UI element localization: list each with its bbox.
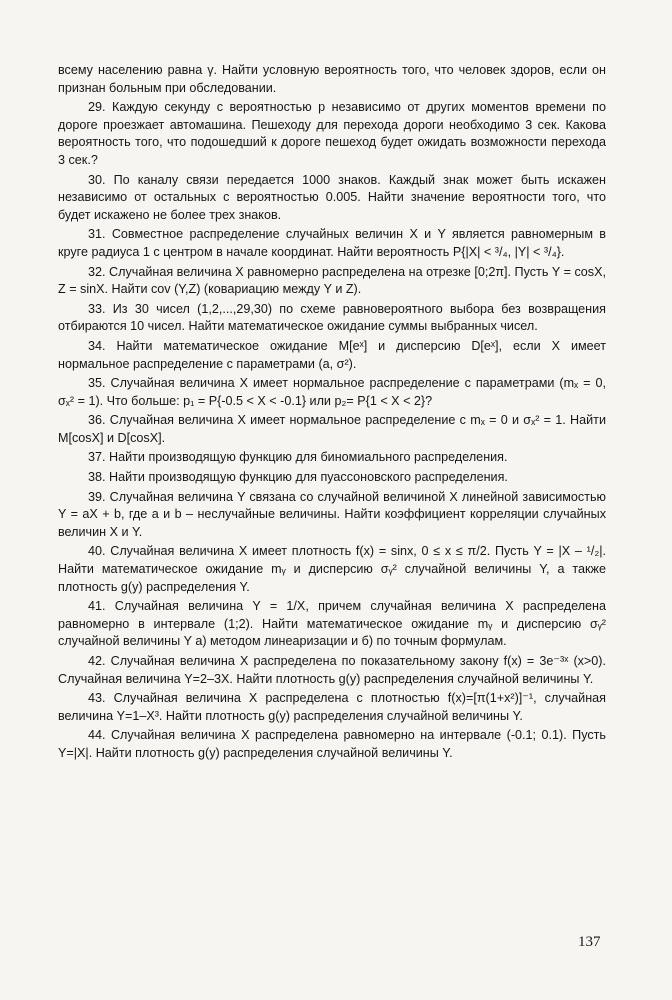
problem-30: 30. По каналу связи передается 1000 знаков. Каждый знак может быть искажен независимо от остальных с вероятностью 0.005. Найти значение вероятности того, что будет искажено не более трех знаков. [58,172,606,222]
problem-40: 40. Случайная величина X имеет плотность f(x) = sinx, 0 ≤ x ≤ π/2. Пусть Y = |X – ¹/₂|. Найти математическое ожидание mᵧ и дисперсию σᵧ² случайной величины Y, а также плотность g(y) распределения Y. [58,544,606,594]
paragraph-continuation: всему населению равна γ. Найти условную вероятность того, что человек здоров, если он признан больным при обследовании. [58,63,606,95]
problem-31: 31. Совместное распределение случайных величин X и Y является равномерным в круге радиуса 1 с центром в начале координат. Найти вероятность P{|X| < ³/₄, |Y| < ³/₄}. [58,227,606,259]
problem-36: 36. Случайная величина X имеет нормальное распределение с mₓ = 0 и σₓ² = 1. Найти M[cosX] и D[cosX]. [58,413,606,445]
problem-list [58,62,606,765]
problem-43: 43. Случайная величина X распределена с плотностью f(x)=[π(1+x²)]⁻¹, случайная величина Y=1–X³. Найти плотность g(y) распределения случайной величины Y. [58,691,606,723]
problem-29: 29. Каждую секунду с вероятностью p независимо от других моментов времени по дороге проезжает автомашина. Пешеходу для перехода дороги необходимо 3 сек. Какова вероятность того, что подошедший к дороге пешеход будет ожидать возможности перехода 3 сек.? [58,100,606,167]
page-number: 137 [578,934,601,950]
problem-39: 39. Случайная величина Y связана со случайной величиной X линейной зависимостью Y = aX + b, где a и b – неслучайные величины. Найти коэффициент корреляции случайных величин X и Y. [58,489,606,539]
problem-32: 32. Случайная величина X равномерно распределена на отрезке [0;2π]. Пусть Y = cosX, Z = sinX. Найти cov (Y,Z) (ковариацию между Y и Z). [58,264,606,297]
problem-38: 38. Найти производящую функцию для пуассоновского распределения. [88,470,508,485]
problem-34: 34. Найти математическое ожидание M[eˣ] и дисперсию D[eˣ], если X имеет нормальное распределение с параметрами (a, σ²). [58,338,606,371]
problem-42: 42. Случайная величина X распределена по показательному закону f(x) = 3e⁻³ˣ (x>0). Случайная величина Y=2–3X. Найти плотность g(y) распределения случайной величины Y. [58,654,606,686]
problem-37: 37. Найти производящую функцию для биномиального распределения. [88,450,508,465]
problem-44: 44. Случайная величина X распределена равномерно на интервале (-0.1; 0.1). Пусть Y=|X|. Найти плотность g(y) распределения случайной величины Y. [58,728,606,760]
problem-33: 33. Из 30 чисел (1,2,...,29,30) по схеме равновероятного выбора без возвращения отбираются 10 чисел. Найти математическое ожидание суммы выбранных чисел. [58,301,606,334]
problem-41: 41. Случайная величина Y = 1/X, причем случайная величина X распределена равномерно в интервале (1;2). Найти математическое ожидание mᵧ и дисперсию σᵧ² случайной величины Y а) методом линеаризации и б) по точным формулам. [58,599,606,649]
problem-35: 35. Случайная величина X имеет нормальное распределение с параметрами (mₓ = 0, σₓ² = 1). Что больше: p₁ = P{-0.5 < X < -0.1} или p₂= P{1 < X < 2}? [58,376,606,408]
